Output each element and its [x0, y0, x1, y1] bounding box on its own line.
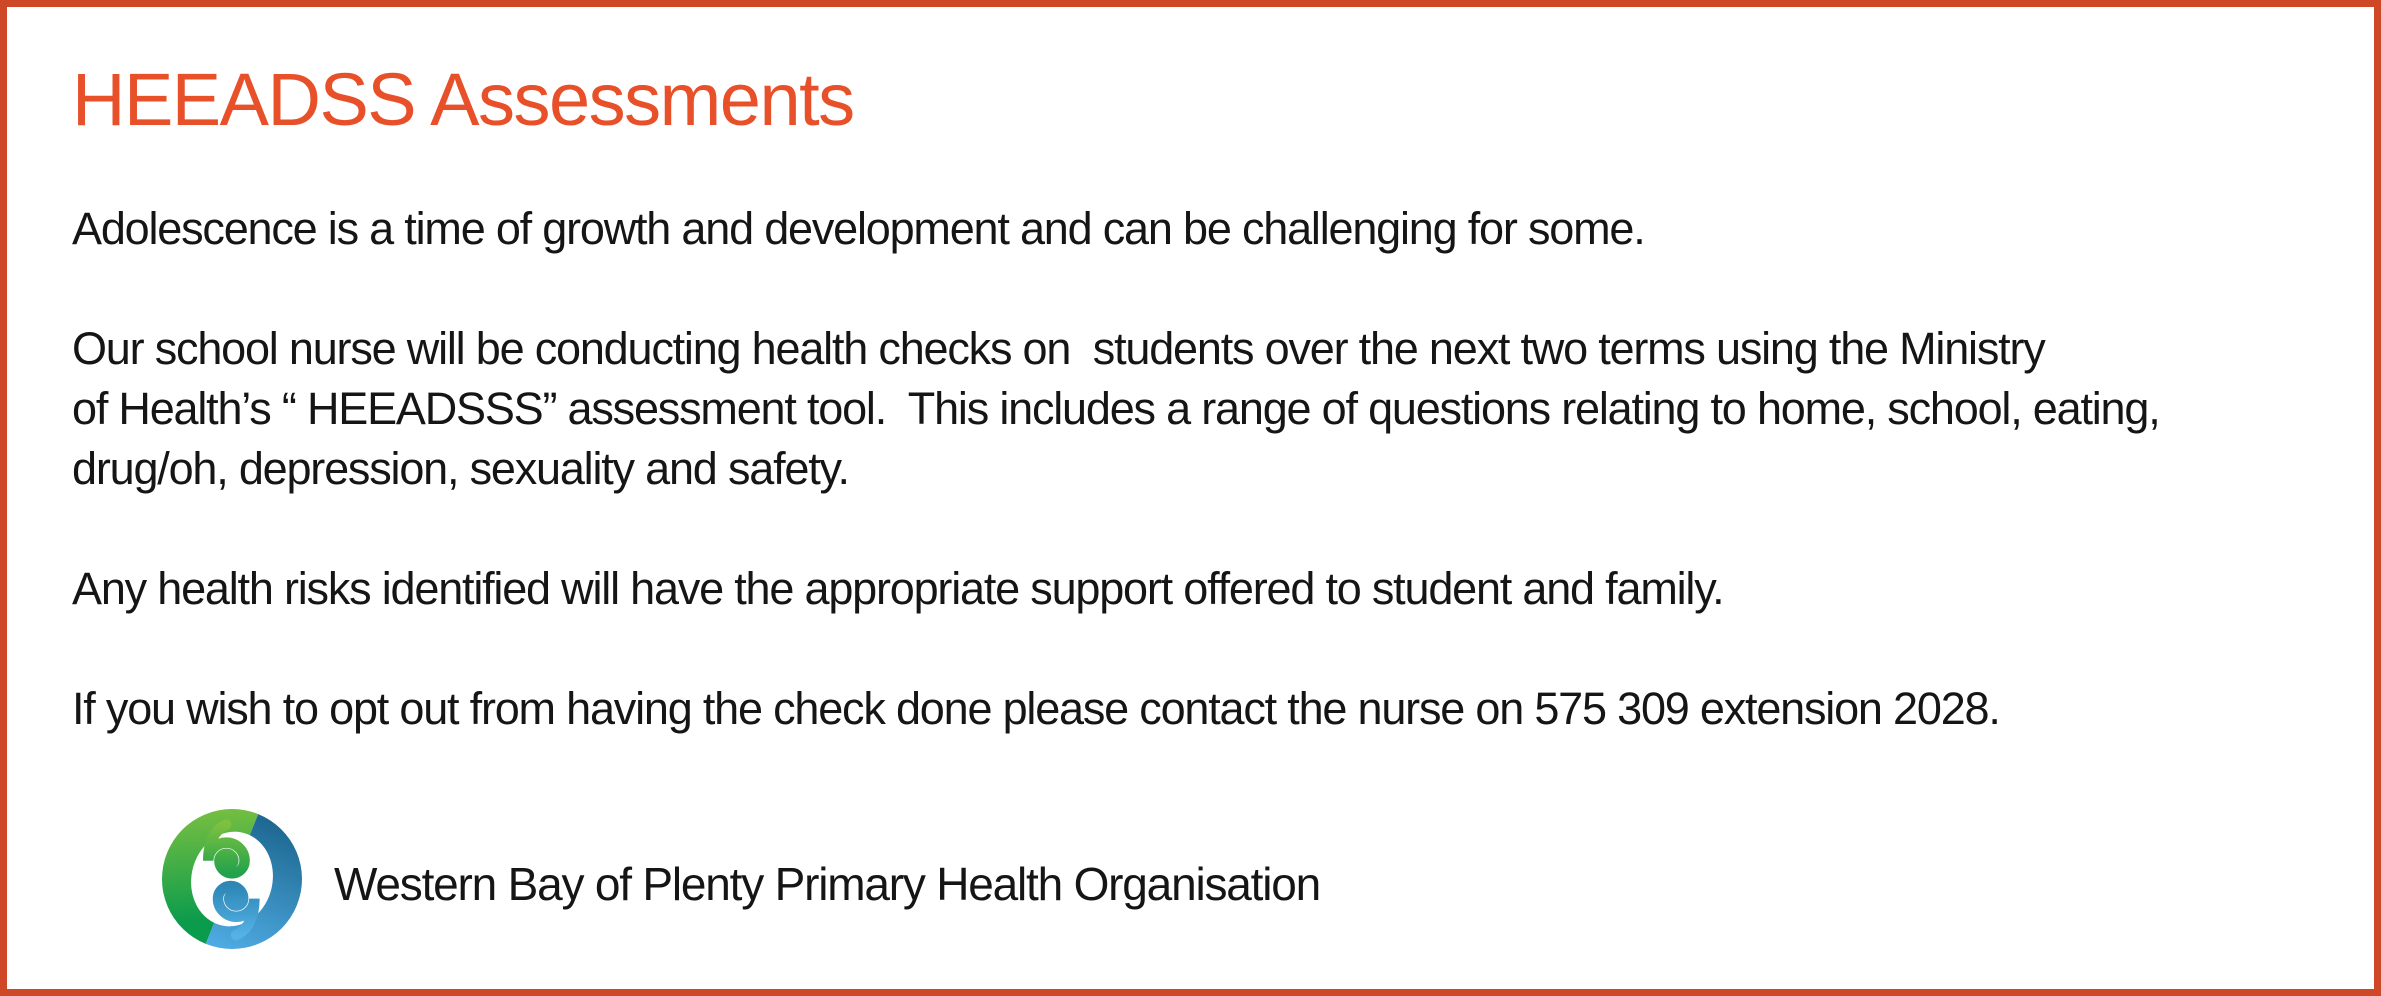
page-title: HEEADSS Assessments: [72, 58, 854, 141]
text-line: of Health’s “ HEEADSSS” assessment tool. This includes a range of questions relating to home, school, eating,: [72, 383, 2160, 434]
org-name-label: Western Bay of Plenty Primary Health Organisation: [334, 858, 1321, 910]
text-line: If you wish to opt out from having the check done please contact the nurse on 575 309 extension 2028.: [72, 683, 2000, 734]
notice-body: [62, 199, 2319, 739]
text-line: Our school nurse will be conducting health checks on students over the next two terms using the Ministry: [72, 323, 2045, 374]
footer: [162, 809, 2319, 949]
paragraph-support: [72, 559, 2319, 619]
text-line: drug/oh, depression, sexuality and safety.: [72, 443, 849, 494]
paragraph-health-checks: [72, 319, 2319, 499]
koru-logo-icon: [162, 809, 302, 949]
paragraph-intro: [72, 199, 2319, 259]
text-line: Adolescence is a time of growth and development and can be challenging for some.: [72, 203, 1645, 254]
text-line: Any health risks identified will have the appropriate support offered to student and family.: [72, 563, 1724, 614]
paragraph-opt-out: [72, 679, 2319, 739]
